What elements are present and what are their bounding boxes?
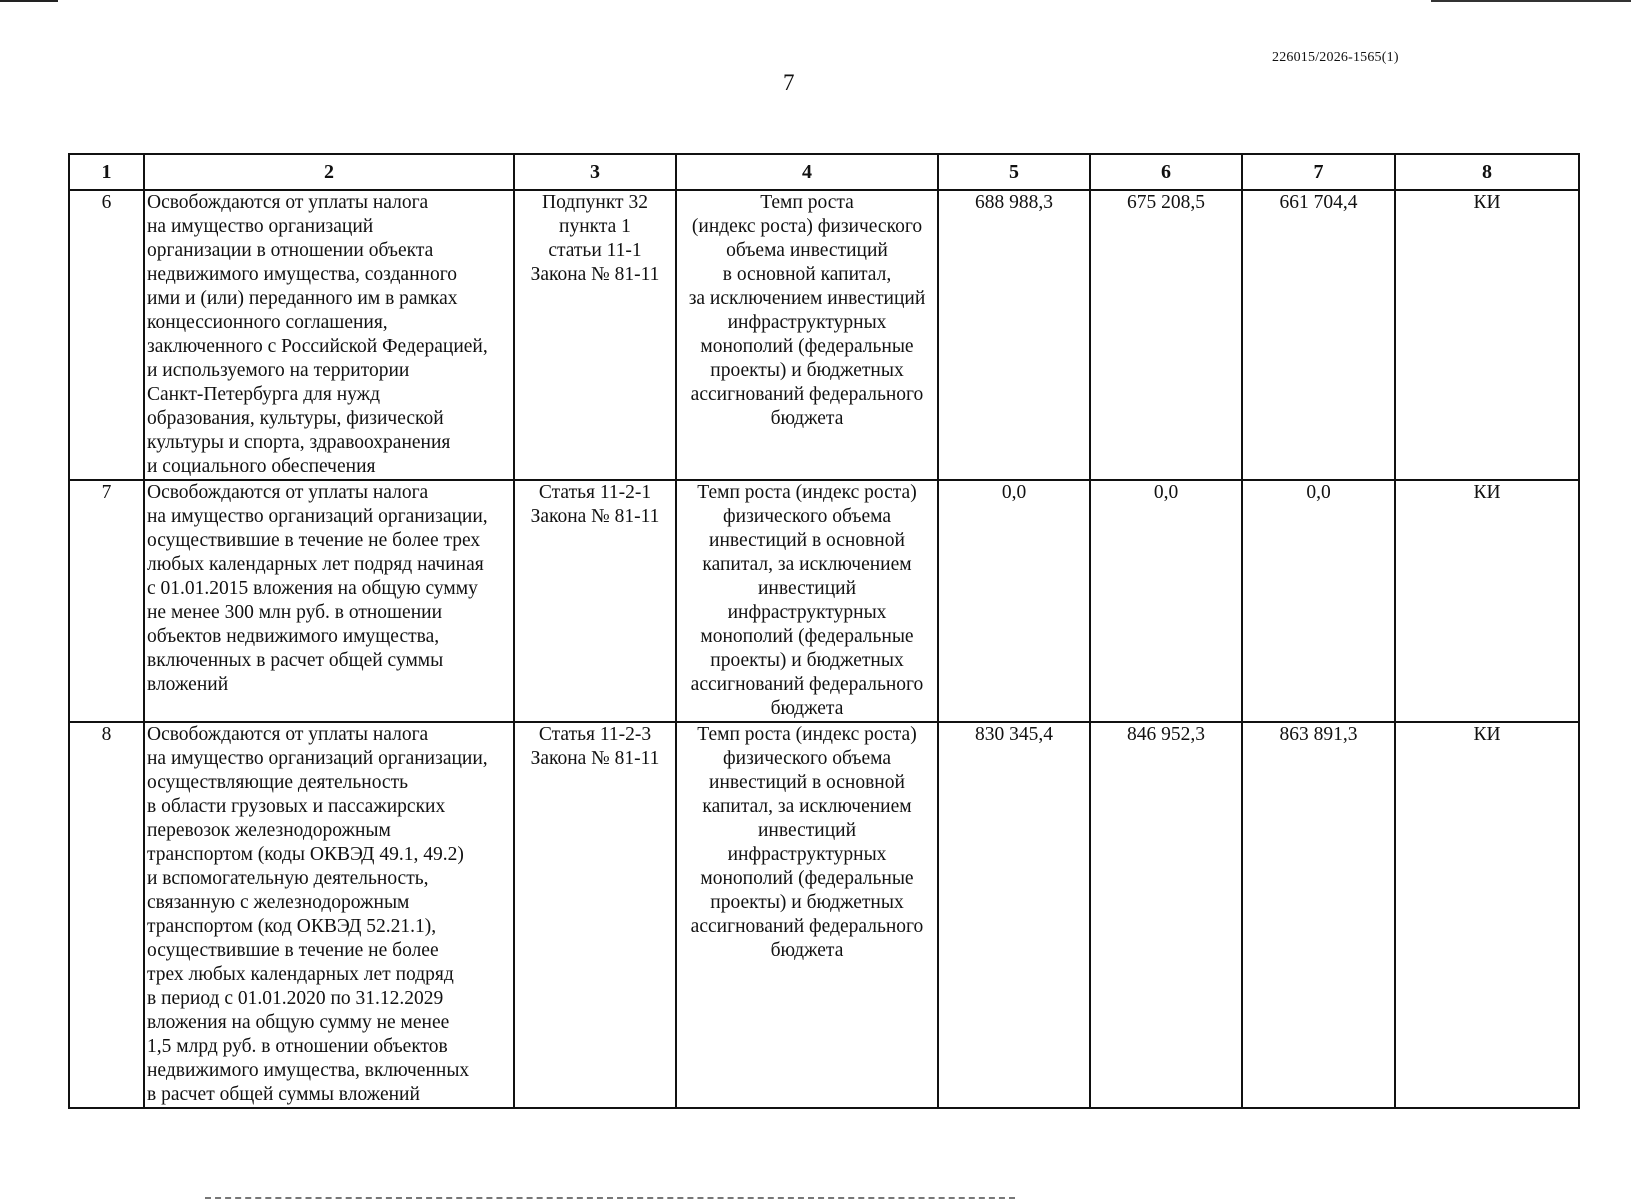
- value-col5: 688 988,3: [938, 190, 1090, 480]
- scan-dashed-line: [205, 1197, 1015, 1199]
- benefit-description: Освобождаются от уплаты налога на имущество организаций организации, осуществляющие деятельность в области грузовых и пассажирских перевозок железнодорожным транспортом (коды ОКВЭД 49.1, 49.2) и вспомогательную деятельность, связанную с железнодорожным транспортом (код ОКВЭД 52.21.1), осуществившие в течение не более трех любых календарных лет подряд в период с 01.01.2020 по 31.12.2029 вложения на общую сумму не менее 1,5 млрд руб. в отношении объектов недвижимого имущества, включенных в расчет общей суммы вложений: [144, 722, 514, 1108]
- table-row: [69, 722, 1579, 1108]
- column-header-3: 3: [514, 154, 676, 190]
- legal-norm: Подпункт 32 пункта 1 статьи 11-1 Закона № 81-11: [514, 190, 676, 480]
- row-number: 8: [69, 722, 144, 1108]
- column-header-4: 4: [676, 154, 938, 190]
- value-col7: 661 704,4: [1242, 190, 1395, 480]
- column-header-5: 5: [938, 154, 1090, 190]
- document-id: 226015/2026-1565(1): [1272, 50, 1399, 65]
- indicator-description: Темп роста (индекс роста) физического объема инвестиций в основной капитал, за исключением инвестиций инфраструктурных монополий (федеральные проекты) и бюджетных ассигнований федерального бюджета: [676, 722, 938, 1108]
- column-header-2: 2: [144, 154, 514, 190]
- value-col5: 0,0: [938, 480, 1090, 722]
- value-col7: 0,0: [1242, 480, 1395, 722]
- value-col6: 846 952,3: [1090, 722, 1242, 1108]
- page-number: 7: [783, 70, 795, 95]
- value-col8: КИ: [1395, 480, 1579, 722]
- value-col6: 675 208,5: [1090, 190, 1242, 480]
- column-header-6: 6: [1090, 154, 1242, 190]
- legal-norm: Статья 11-2-1 Закона № 81-11: [514, 480, 676, 722]
- benefit-description: Освобождаются от уплаты налога на имущество организаций организации, осуществившие в течение не более трех любых календарных лет подряд начиная с 01.01.2015 вложения на общую сумму не менее 300 млн руб. в отношении объектов недвижимого имущества, включенных в расчет общей суммы вложений: [144, 480, 514, 722]
- value-col8: КИ: [1395, 722, 1579, 1108]
- value-col7: 863 891,3: [1242, 722, 1395, 1108]
- column-header-1: 1: [69, 154, 144, 190]
- value-col6: 0,0: [1090, 480, 1242, 722]
- column-header-7: 7: [1242, 154, 1395, 190]
- table-row: [69, 480, 1579, 722]
- row-number: 6: [69, 190, 144, 480]
- indicator-description: Темп роста (индекс роста) физического объема инвестиций в основной капитал, за исключением инвестиций инфраструктурных монополий (федеральные проекты) и бюджетных ассигнований федерального бюджета: [676, 190, 938, 480]
- table-row: [69, 190, 1579, 480]
- tax-benefit-table: [68, 153, 1580, 1109]
- legal-norm: Статья 11-2-3 Закона № 81-11: [514, 722, 676, 1108]
- scan-edge-mark: [0, 0, 58, 2]
- value-col5: 830 345,4: [938, 722, 1090, 1108]
- scan-edge-mark: [1431, 0, 1631, 2]
- benefit-description: Освобождаются от уплаты налога на имущество организаций организации в отношении объекта недвижимого имущества, созданного ими и (или) переданного им в рамках концессионного соглашения, заключенного с Российской Федерацией, и используемого на территории Санкт-Петербурга для нужд образования, культуры, физической культуры и спорта, здравоохранения и социального обеспечения: [144, 190, 514, 480]
- row-number: 7: [69, 480, 144, 722]
- value-col8: КИ: [1395, 190, 1579, 480]
- column-header-8: 8: [1395, 154, 1579, 190]
- table-header-row: [69, 154, 1579, 190]
- indicator-description: Темп роста (индекс роста) физического объема инвестиций в основной капитал, за исключением инвестиций инфраструктурных монополий (федеральные проекты) и бюджетных ассигнований федерального бюджета: [676, 480, 938, 722]
